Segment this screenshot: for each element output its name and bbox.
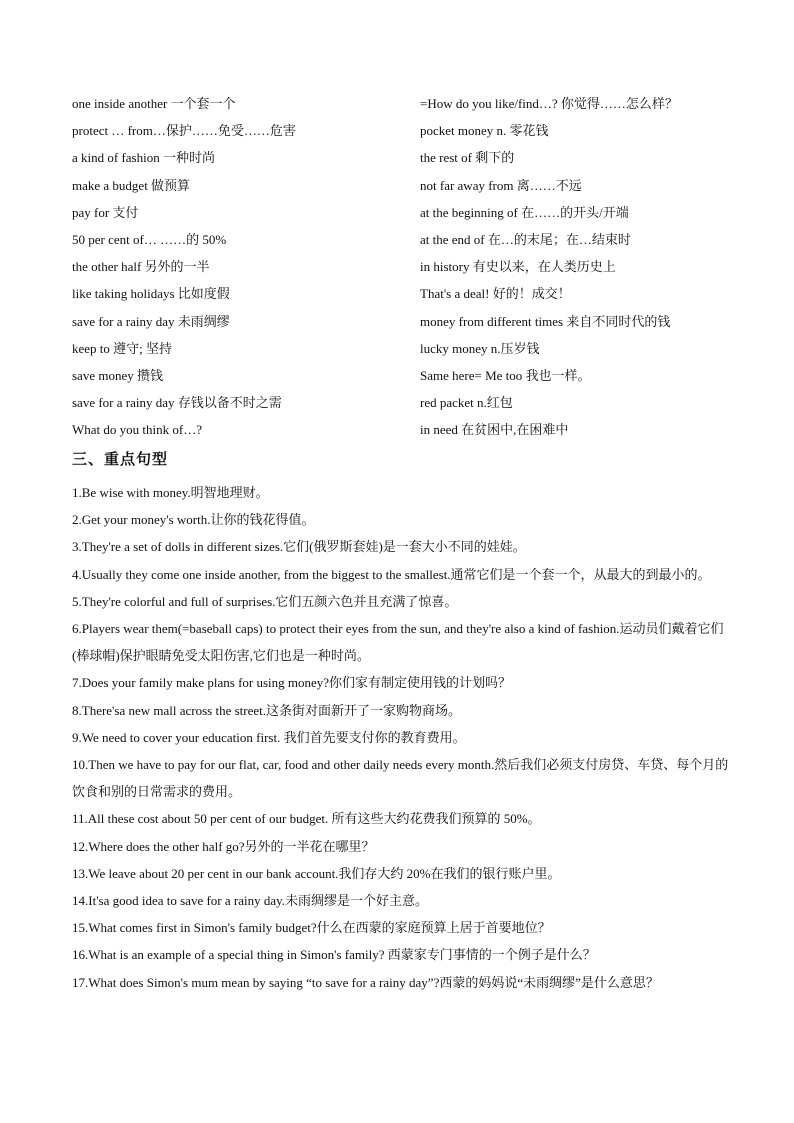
phrase-item: lucky money n.压岁钱 (420, 340, 540, 356)
phrase-item: the other half 另外的一半 (72, 259, 210, 275)
sentence-item: 14.It'sa good idea to save for a rainy day.未雨绸缪是一个好主意。 (72, 893, 429, 909)
sentence-item: 15.What comes first in Simon's family budget?什么在西蒙的家庭预算上居于首要地位？ (72, 920, 551, 936)
phrase-item: red packet n.红包 (420, 395, 513, 411)
phrase-item: not far away from 离……不远 (420, 177, 582, 193)
sentence-item: 2.Get your money's worth.让你的钱花得值。 (72, 512, 315, 528)
phrase-item: save for a rainy day 存钱以备不时之需 (72, 395, 282, 411)
sentence-item: 4.Usually they come one inside another, from the biggest to the smallest.通常它们是一个套一个，从最大的到最小的。 (72, 566, 711, 582)
phrase-item: keep to 遵守; 坚持 (72, 340, 173, 356)
phrase-item: the rest of 剩下的 (420, 150, 515, 166)
sentence-item: 9.We need to cover your education first. 我们首先要支付你的教育费用。 (72, 729, 466, 745)
sentence-item: 12.Where does the other half go?另外的一半花在哪里？ (72, 838, 375, 854)
sentence-item: 6.Players wear them(=baseball caps) to protect their eyes from the sun, and they're also a kind of fashion.运动员们戴着它们(棒球帽)保护眼睛免受太阳伤害,它们也是一种时尚。 (72, 621, 724, 664)
sentence-item: 13.We leave about 20 per cent in our bank account.我们存大约 20%在我们的银行账户里。 (72, 865, 561, 881)
phrase-item: Same here= Me too 我也一样。 (420, 367, 591, 383)
section-heading: 三、重点句型 (72, 450, 169, 468)
phrase-item: in need 在贫困中,在困难中 (420, 422, 569, 438)
sentence-item: 11.All these cost about 50 per cent of our budget. 所有这些大约花费我们预算的 50%。 (72, 811, 541, 827)
sentence-item: 16.What is an example of a special thing in Simon's family? 西蒙家专门事情的一个例子是什么？ (72, 947, 596, 963)
phrase-item: save for a rainy day 未雨绸缪 (72, 313, 230, 329)
phrase-item: at the beginning of 在……的开头/开端 (420, 204, 629, 220)
phrase-item: in history 有史以来，在人类历史上 (420, 259, 616, 275)
sentence-item: 5.They're colorful and full of surprises.它们五颜六色并且充满了惊喜。 (72, 593, 458, 609)
sentence-item: 1.Be wise with money.明智地理财。 (72, 485, 269, 500)
sentence-item: 10.Then we have to pay for our flat, car, food and other daily needs every month.然后我们必须支付房贷、车贷、每个月的饮食和别的日常需求的费用。 (72, 757, 729, 800)
sentence-item: 8.There'sa new mall across the street.这条街对面新开了一家购物商场。 (72, 702, 462, 718)
sentence-item: 3.They're a set of dolls in different sizes.它们(俄罗斯套娃)是一套大小不同的娃娃。 (72, 539, 526, 555)
phrase-column-left (72, 94, 402, 447)
phrase-item: a kind of fashion 一种时尚 (72, 150, 215, 166)
phrase-item: 50 per cent of… ……的 50% (72, 231, 227, 247)
phrase-item: That's a deal! 好的！成交！ (420, 286, 571, 302)
sentence-item: 17.What does Simon's mum mean by saying “to save for a rainy day”?西蒙的妈妈说“未雨绸缪”是什么意思？ (72, 974, 659, 990)
phrase-item: =How do you like/find…? 你觉得……怎么样？ (420, 96, 678, 111)
phrase-column-right (420, 94, 750, 447)
phrase-item: like taking holidays 比如度假 (72, 286, 230, 302)
phrase-item: at the end of 在…的末尾；在…结束时 (420, 231, 631, 247)
phrase-item: save money 攒钱 (72, 367, 163, 383)
phrase-item: What do you think of…? (72, 422, 202, 438)
sentence-item: 7.Does your family make plans for using money?你们家有制定使用钱的计划吗？ (72, 675, 512, 691)
phrase-item: protect … from…保护……免受……危害 (72, 123, 296, 139)
sentence-list (72, 479, 740, 996)
phrase-item: pocket money n. 零花钱 (420, 123, 549, 139)
phrase-item: make a budget 做预算 (72, 177, 191, 193)
phrase-item: money from different times 来自不同时代的钱 (420, 313, 671, 329)
phrase-item: pay for 支付 (72, 204, 139, 220)
phrase-item: one inside another 一个套一个 (72, 96, 236, 111)
